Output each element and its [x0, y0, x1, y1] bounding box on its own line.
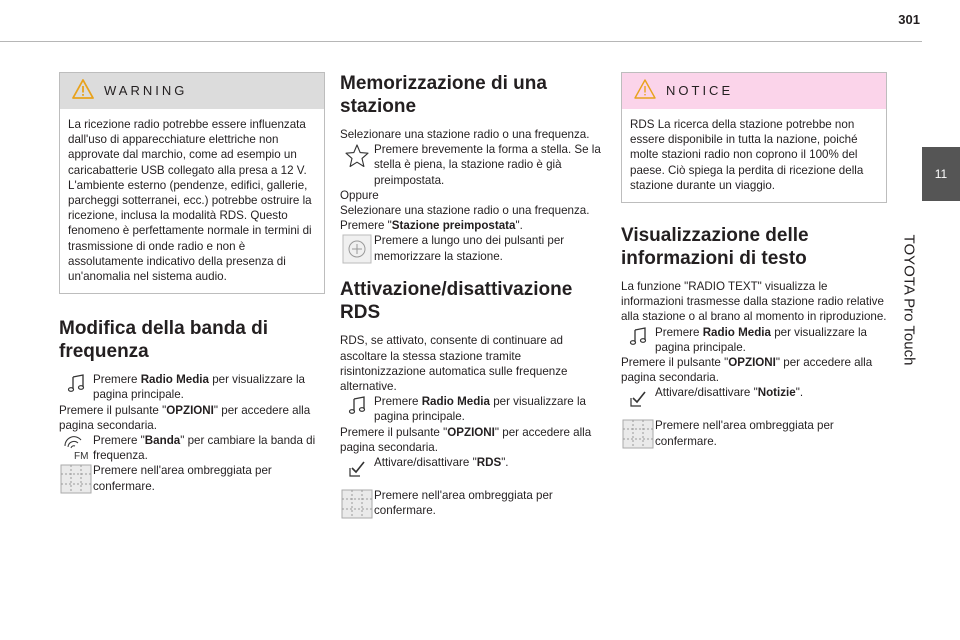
notice-title: NOTICE [666, 83, 734, 99]
chapter-tab[interactable] [922, 147, 960, 201]
shaded-area-grid-icon [621, 418, 655, 449]
checkbox-icon [340, 455, 374, 478]
section-heading-band: Modifica della banda di frequenza [59, 318, 269, 363]
step-long-press: Premere a lungo uno dei pulsanti per memorizzare la stazione. [340, 233, 606, 264]
paragraph-select-station: Selezionare una stazione radio o una frequenza. [340, 128, 590, 141]
shaded-area-grid-icon [59, 463, 93, 494]
notice-text: RDS La ricerca della stazione potrebbe non essere disponibile in tutta la nazione, poiché molte stazioni radio non coprono il 100% del paese. Ciò spiega la perdita di ricezione della stazione durante un viaggio. [630, 118, 864, 192]
warning-title: WARNING [104, 83, 188, 99]
warning-text: La ricezione radio potrebbe essere influenzata dall'uso di apparecchiature elettriche non approvate dal marchio, come ad esempio un caricabatterie USB collegato alla presa a 12 V. [68, 118, 307, 177]
page-number: 301 [898, 12, 920, 27]
warning-box [59, 72, 325, 294]
paragraph-options-text: Premere il pulsante "OPZIONI" per accedere alla pagina secondaria. [621, 356, 873, 385]
step-radio-media-text: Premere Radio Media per visualizzare la pagina principale. [621, 325, 887, 355]
section-heading-rds: Attivazione/disattivazione RDS [340, 279, 573, 324]
column-2 [340, 72, 606, 519]
star-icon [340, 142, 374, 169]
notice-box [621, 72, 887, 203]
paragraph-rds: RDS, se attivato, consente di continuare ad ascoltare la stessa stazione tramite risintonizzazione automatica sulle frequenze alternative. [340, 334, 568, 394]
header-divider [0, 41, 922, 42]
step-star: Premere brevemente la forma a stella. Se la stella è piena, la stazione radio è già preimpostata. [340, 142, 606, 188]
chapter-title: TOYOTA Pro Touch [900, 234, 918, 366]
step-toggle-news: Attivare/disattivare "Notizie". [621, 385, 887, 408]
step-radio-media: Premere Radio Media per visualizzare la pagina principale. [59, 372, 325, 402]
step-confirm-rds: Premere nell'area ombreggiata per confermare. [340, 488, 606, 519]
music-note-icon [340, 394, 374, 415]
step-radio-media-rds: Premere Radio Media per visualizzare la pagina principale. [340, 394, 606, 424]
warning-text-2: L'ambiente esterno (pendenze, edifici, gallerie, parcheggi sotterranei, ecc.) potrebbe ostruire la ricezione, inclusa la modalità RDS. Questo fenomeno è perfettamente normale in termini di trasmissione di onde radio e non è assolutamente indicativo della presenza di un'anomalia nel sistema audio. [68, 178, 312, 284]
step-confirm: Premere nell'area ombreggiata per confermare. [59, 463, 325, 494]
paragraph-preset: Premere "Stazione preimpostata". [340, 219, 523, 233]
paragraph-options-rds: Premere il pulsante "OPZIONI" per accedere alla pagina secondaria. [340, 425, 592, 454]
chapter-number: 11 [934, 167, 948, 181]
paragraph-or: Oppure [340, 188, 379, 202]
paragraph-select-station-2: Selezionare una stazione radio o una frequenza. [340, 204, 590, 218]
music-note-icon [59, 372, 93, 393]
checkbox-icon [621, 385, 655, 408]
column-1 [59, 72, 325, 494]
step-confirm-text: Premere nell'area ombreggiata per confermare. [621, 418, 887, 449]
music-note-icon [621, 325, 655, 346]
warning-triangle-icon [72, 79, 94, 103]
svg-text:FM: FM [74, 451, 89, 463]
shaded-area-grid-icon [340, 488, 374, 519]
step-band: FM Premere "Banda" per cambiare la banda di frequenza. [59, 433, 325, 463]
paragraph-radio-text: La funzione "RADIO TEXT" visualizza le informazioni trasmesse dalla stazione radio relative alla stazione o al brano al momento in riproduzione. [621, 280, 887, 324]
paragraph-options: Premere il pulsante "OPZIONI" per accedere alla pagina secondaria. [59, 403, 311, 432]
preset-plus-icon [340, 233, 374, 264]
warning-triangle-icon [634, 79, 656, 103]
section-heading-memorize: Memorizzazione di una stazione [340, 73, 547, 117]
section-heading-text-info: Visualizzazione delle informazioni di testo [621, 225, 809, 270]
step-toggle-rds: Attivare/disattivare "RDS". [340, 455, 606, 478]
radio-fm-icon [59, 433, 93, 462]
column-3 [621, 72, 887, 449]
